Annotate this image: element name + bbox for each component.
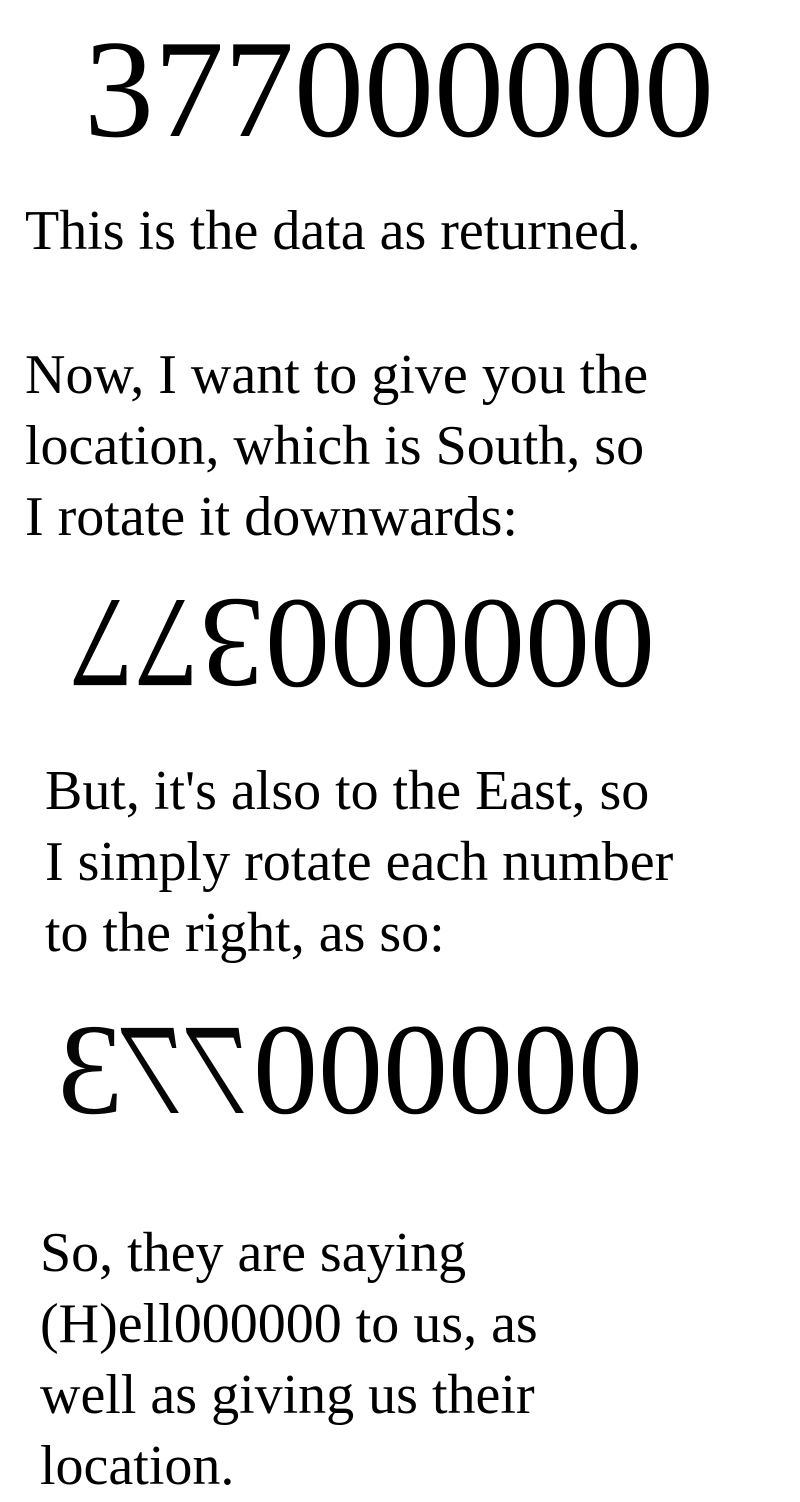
digit: 0 — [590, 571, 655, 715]
digit: 0 — [644, 12, 714, 167]
digit: 3 — [84, 12, 154, 167]
text-line: location. — [40, 1435, 235, 1497]
text-line: But, it's also to the East, so — [45, 760, 650, 822]
paragraph-conclusion — [40, 1218, 538, 1502]
digit: 0 — [578, 998, 643, 1142]
digit: 0 — [383, 998, 448, 1142]
text-line: well as giving us their — [40, 1364, 535, 1426]
rotated-digit: 7 — [177, 998, 264, 1142]
digit: 0 — [574, 12, 644, 167]
text-line: to the right, as so: — [45, 902, 445, 964]
paragraph-rotate-south — [25, 340, 648, 553]
paragraph-data-returned — [25, 196, 641, 267]
digit: 0 — [434, 12, 504, 167]
rotated-digit: 3 — [58, 998, 123, 1142]
digit: 0 — [513, 998, 578, 1142]
rotated-digit: 7 — [70, 571, 135, 715]
digit: 0 — [395, 571, 460, 715]
digit: 0 — [448, 998, 513, 1142]
digit: 0 — [294, 12, 364, 167]
text-line: (H)ell000000 to us, as — [40, 1293, 538, 1355]
text-line: Now, I want to give you the — [25, 344, 649, 406]
digit: 0 — [460, 571, 525, 715]
text-line: location, which is South, so — [25, 415, 645, 477]
digit: 0 — [318, 998, 383, 1142]
rotated-digit: 7 — [135, 571, 200, 715]
number-rotated-down — [70, 571, 655, 715]
digit: 0 — [265, 571, 330, 715]
number-original — [84, 12, 714, 167]
digit: 0 — [504, 12, 574, 167]
digit: 0 — [364, 12, 434, 167]
digit: 0 — [525, 571, 590, 715]
rotated-digit: 7 — [112, 998, 199, 1142]
number-rotated-right — [58, 998, 643, 1142]
text-line: So, they are saying — [40, 1222, 467, 1284]
text-line: I simply rotate each number — [45, 831, 674, 893]
digit: 0 — [253, 998, 318, 1142]
text-line: This is the data as returned. — [25, 200, 641, 262]
digit: 7 — [224, 12, 294, 167]
digit: 7 — [154, 12, 224, 167]
text-line: I rotate it downwards: — [25, 486, 518, 548]
digit: 0 — [330, 571, 395, 715]
paragraph-rotate-east — [45, 756, 673, 969]
rotated-digit: 3 — [200, 571, 265, 715]
